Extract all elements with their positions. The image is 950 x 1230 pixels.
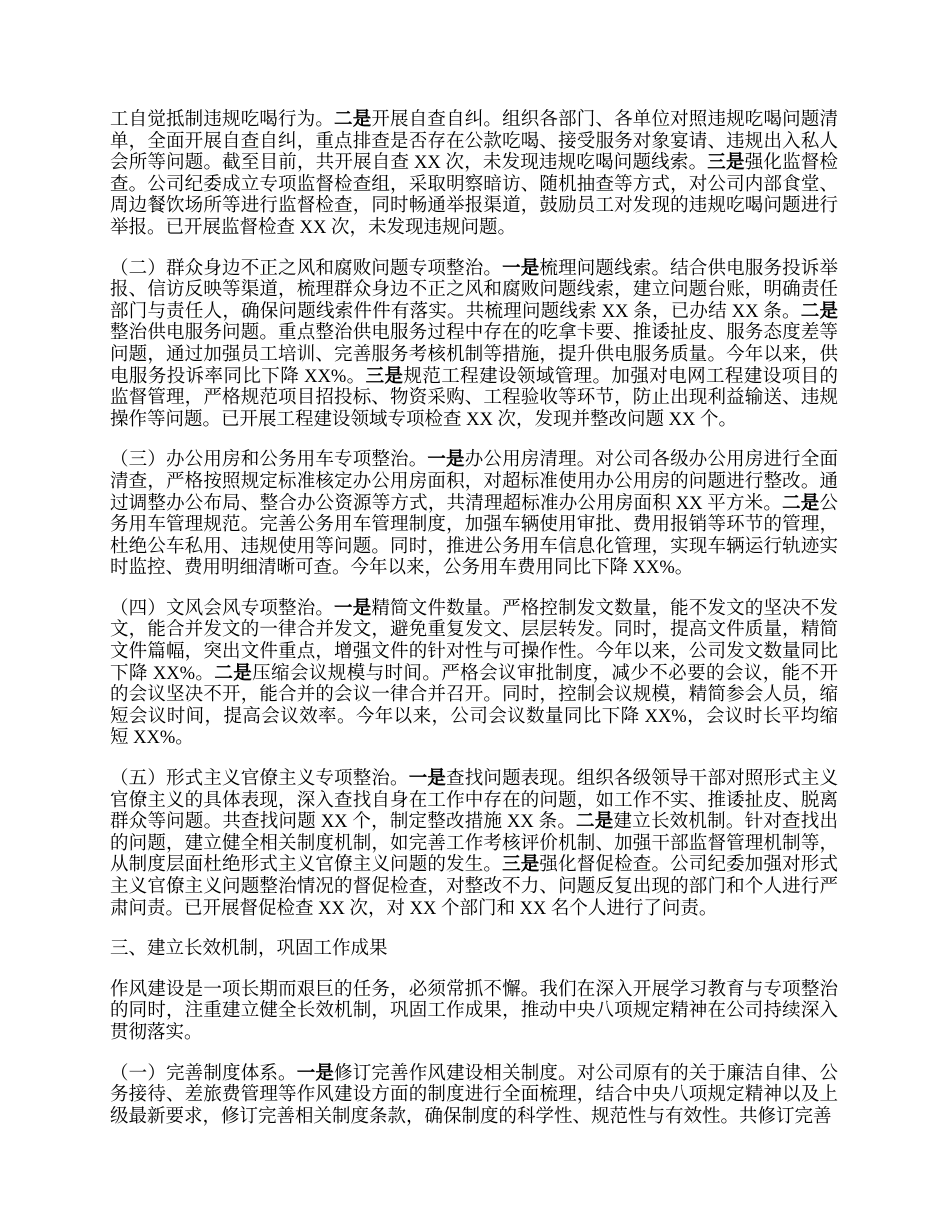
bold-marker-run: 二是 [576, 812, 614, 833]
bold-marker-run: 二是 [800, 301, 838, 322]
text-run: 办公用房清理。对公司各级办公用房进行全面清查，严格按照规定标准核定办公用房面积，对超标准使用办公用房的问题进行整改。通过调整办公布局、整合办公资源等方式，共清理超标准办公用房面积 XX 平方米。 [110, 450, 838, 514]
text-run: （四）文风会风专项整治。 [110, 598, 335, 619]
paragraph-2 [110, 259, 838, 432]
bold-marker-run: 一是 [296, 1063, 335, 1084]
paragraph-4 [110, 599, 838, 750]
text-run: 三、建立长效机制，巩固工作成果 [110, 939, 388, 960]
bold-marker-run: 三是 [707, 153, 745, 174]
text-run: 强化督促检查。公司纪委加强对形式主义官僚主义问题整治情况的督促检查，对整改不力、问题反复出现的部门和个人进行严肃问责。已开展督促检查 XX 次，对 XX 个部门和 XX 名个人进行了问责。 [110, 855, 838, 919]
section-heading-6 [110, 939, 838, 961]
bold-marker-run: 一是 [408, 769, 447, 790]
text-run: 梳理问题线索。结合供电服务投诉举报、信访反映等渠道，梳理群众身边不正之风和腐败问题线索，建立问题台账，明确责任部门与责任人，确保问题线索件件有落实。共梳理问题线索 XX 条，已办结 XX 条。 [110, 258, 838, 322]
text-run: 工自觉抵制违规吃喝行为。 [110, 110, 335, 130]
text-run: 公务用车管理规范。完善公务用车管理制度，加强车辆使用审批、费用报销等环节的管理，杜绝公车私用、违规使用等问题。同时，推进公务用车信息化管理，实现车辆运行轨迹实时监控、费用明细清晰可查。今年以来，公务用车费用同比下降 XX%。 [110, 493, 838, 579]
bold-marker-run: 三是 [365, 366, 404, 387]
bold-marker-run: 二是 [782, 493, 820, 514]
text-run: 查找问题表现。组织各级领导干部对照形式主义官僚主义的具体表现，深入查找自身在工作中存在的问题，如工作不实、推诿扯皮、脱离群众等问题。共查找问题 XX 个，制定整改措施 XX 条。 [110, 769, 838, 833]
text-run: 建立长效机制。针对查找出的问题，建立健全相关制度机制，如完善工作考核评价机制、加强干部监督管理机制等，从制度层面杜绝形式主义官僚主义问题的发生。 [110, 812, 838, 876]
document-content [110, 110, 838, 1128]
text-run: 压缩会议规模与时间。严格会议审批制度，减少不必要的会议，能不开的会议坚决不开，能合并的会议一律合并召开。同时，控制会议规模，精简参会人员，缩短会议时间，提高会议效率。今年以来，公司会议数量同比下降 XX%，会议时长平均缩短 XX%。 [110, 663, 838, 749]
bold-marker-run: 一是 [334, 598, 372, 619]
paragraph-3 [110, 450, 838, 580]
text-run: 规范工程建设领域管理。加强对电网工程建设项目的监督管理，严格规范项目招投标、物资采购、工程验收等环节，防止出现利益输送、违规操作等问题。已开展工程建设领域专项检查 XX 次，发现并整改问题 XX 个。 [110, 366, 838, 430]
text-run: （三）办公用房和公务用车专项整治。 [110, 450, 428, 471]
text-run: （五）形式主义官僚主义专项整治。 [110, 769, 409, 790]
text-run: 开展自查自纠。组织各部门、各单位对照违规吃喝问题清单，全面开展自查自纠，重点排查是否存在公款吃喝、接受服务对象宴请、违规出入私人会所等问题。截至目前，共开展自查 XX 次，未发现违规吃喝问题线索。 [110, 110, 838, 174]
paragraph-5 [110, 769, 838, 920]
bold-marker-run: 一是 [427, 450, 465, 471]
bold-marker-run: 二是 [214, 663, 253, 684]
bold-marker-run: 一是 [502, 258, 540, 279]
paragraph-8 [110, 1064, 838, 1129]
bold-marker-run: 二是 [334, 110, 372, 130]
text-run: 整治供电服务问题。重点整治供电服务过程中存在的吃拿卡要、推诿扯皮、服务态度差等问题，通过加强员工培训、完善服务考核机制等措施，提升供电服务质量。今年以来，供电服务投诉率同比下降 XX%。 [110, 323, 838, 387]
text-run: （二）群众身边不正之风和腐败问题专项整治。 [110, 258, 503, 279]
paragraph-7 [110, 980, 838, 1045]
text-run: 精简文件数量。严格控制发文数量，能不发文的坚决不发文，能合并发文的一律合并发文，避免重复发文、层层转发。同时，提高文件质量，精简文件篇幅，突出文件重点，增强文件的针对性与可操作性。今年以来，公司发文数量同比下降 XX%。 [110, 598, 838, 684]
bold-marker-run: 三是 [502, 855, 540, 876]
text-run: 强化监督检查。公司纪委成立专项监督检查组，采取明察暗访、随机抽查等方式，对公司内部食堂、周边餐饮场所等进行监督检查，同时畅通举报渠道，鼓励员工对发现的违规吃喝问题进行举报。已开展监督检查 XX 次，未发现违规问题。 [110, 153, 838, 238]
text-run: 作风建设是一项长期而艰巨的任务，必须常抓不懈。我们在深入开展学习教育与专项整治的同时，注重建立健全长效机制，巩固工作成果，推动中央八项规定精神在公司持续深入贯彻落实。 [110, 979, 838, 1043]
paragraph-1 [110, 110, 838, 240]
text-run: （一）完善制度体系。 [110, 1063, 297, 1084]
text-run: 修订完善作风建设相关制度。对公司原有的关于廉洁自律、公务接待、差旅费管理等作风建设方面的制度进行全面梳理，结合中央八项规定精神以及上级最新要求，修订完善相关制度条款，确保制度的科学性、规范性与有效性。共修订完善 [110, 1063, 838, 1127]
